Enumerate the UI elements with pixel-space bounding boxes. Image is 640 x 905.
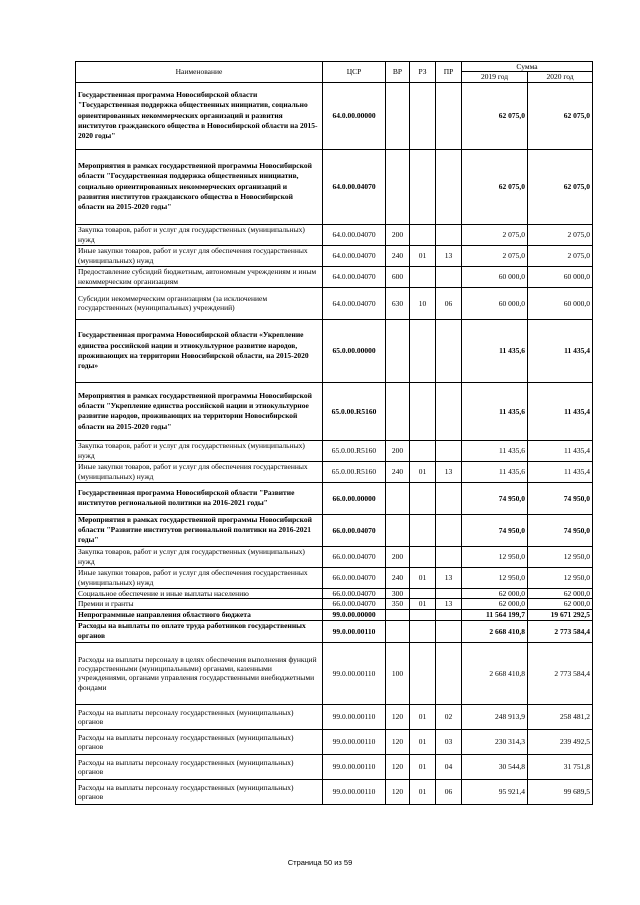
table-row (76, 440, 593, 461)
cell-sum-2020: 62 000,0 (528, 599, 593, 609)
table-row (76, 754, 593, 779)
cell-rz (410, 82, 436, 149)
cell-sum-2019: 12 950,0 (462, 546, 528, 567)
cell-vr: 120 (386, 729, 410, 754)
cell-name: Социальное обеспечение и иные выплаты населению (76, 588, 323, 598)
cell-csr: 99.0.00.00110 (323, 729, 386, 754)
cell-sum-2020: 11 435,4 (528, 440, 593, 461)
cell-name: Субсидии некоммерческим организациям (за исключением государственных (муниципальных) учреждений) (76, 287, 323, 319)
cell-csr: 64.0.00.00000 (323, 82, 386, 149)
cell-vr: 600 (386, 266, 410, 287)
cell-sum-2020: 258 481,2 (528, 704, 593, 729)
table-row (76, 588, 593, 598)
cell-vr (386, 620, 410, 642)
cell-pr (436, 546, 462, 567)
cell-name: Мероприятия в рамках государственной программы Новосибирской области "Развитие институтов региональной политики на 2016-2021 годы" (76, 514, 323, 546)
cell-pr: 13 (436, 567, 462, 588)
cell-vr: 200 (386, 224, 410, 245)
cell-csr: 66.0.00.04070 (323, 588, 386, 598)
budget-table (75, 61, 593, 805)
table-row (76, 779, 593, 804)
cell-name: Мероприятия в рамках государственной программы Новосибирской области "Укрепление единства российской нации и этнокультурное развитие народов, проживающих на территории Новосибирской области на 2015-2020 годы" (76, 382, 323, 440)
cell-sum-2019: 62 075,0 (462, 82, 528, 149)
table-row (76, 224, 593, 245)
cell-csr: 65.0.00.R5160 (323, 461, 386, 482)
table-row (76, 704, 593, 729)
cell-csr: 66.0.00.00000 (323, 482, 386, 514)
cell-sum-2019: 74 950,0 (462, 514, 528, 546)
cell-pr: 13 (436, 599, 462, 609)
cell-csr: 99.0.00.00110 (323, 704, 386, 729)
cell-name: Расходы на выплаты персоналу государственных (муниципальных) органов (76, 704, 323, 729)
cell-csr: 66.0.00.04070 (323, 567, 386, 588)
cell-sum-2019: 74 950,0 (462, 482, 528, 514)
cell-csr: 64.0.00.04070 (323, 224, 386, 245)
cell-rz (410, 319, 436, 382)
cell-csr: 65.0.00.R5160 (323, 382, 386, 440)
cell-rz (410, 609, 436, 620)
cell-sum-2020: 11 435,4 (528, 319, 593, 382)
cell-csr: 64.0.00.04070 (323, 149, 386, 224)
cell-sum-2019: 60 000,0 (462, 266, 528, 287)
table-row (76, 567, 593, 588)
cell-name: Иные закупки товаров, работ и услуг для обеспечения государственных (муниципальных) нужд (76, 461, 323, 482)
cell-sum-2019: 2 668 410,8 (462, 642, 528, 704)
cell-rz: 01 (410, 567, 436, 588)
cell-sum-2020: 2 075,0 (528, 245, 593, 266)
cell-name: Мероприятия в рамках государственной программы Новосибирской области "Государственная поддержка общественных инициатив, социально ориентированных некоммерческих организаций и развития институтов гражданского общества в Новосибирской области на 2015-2020 годы" (76, 149, 323, 224)
cell-sum-2020: 19 671 292,5 (528, 609, 593, 620)
cell-csr: 99.0.00.00110 (323, 754, 386, 779)
cell-vr: 240 (386, 245, 410, 266)
cell-sum-2020: 11 435,4 (528, 382, 593, 440)
cell-rz: 01 (410, 461, 436, 482)
cell-rz: 01 (410, 599, 436, 609)
cell-sum-2020: 239 492,5 (528, 729, 593, 754)
cell-rz (410, 149, 436, 224)
cell-vr: 120 (386, 754, 410, 779)
cell-name: Государственная программа Новосибирской области "Развитие институтов региональной политики на 2016-2021 годы" (76, 482, 323, 514)
cell-rz: 01 (410, 245, 436, 266)
cell-rz: 01 (410, 704, 436, 729)
cell-name: Расходы на выплаты персоналу государственных (муниципальных) органов (76, 729, 323, 754)
table-row (76, 620, 593, 642)
header-name: Наименование (76, 62, 323, 83)
table-row (76, 514, 593, 546)
cell-pr: 06 (436, 287, 462, 319)
cell-sum-2020: 74 950,0 (528, 514, 593, 546)
cell-sum-2019: 2 075,0 (462, 224, 528, 245)
cell-pr: 13 (436, 461, 462, 482)
table-row (76, 287, 593, 319)
cell-pr (436, 609, 462, 620)
cell-vr: 630 (386, 287, 410, 319)
table-row (76, 461, 593, 482)
cell-csr: 99.0.00.00110 (323, 779, 386, 804)
cell-csr: 64.0.00.04070 (323, 266, 386, 287)
cell-pr: 03 (436, 729, 462, 754)
cell-vr: 200 (386, 546, 410, 567)
cell-sum-2020: 12 950,0 (528, 567, 593, 588)
table-row (76, 482, 593, 514)
cell-pr (436, 642, 462, 704)
table-row (76, 245, 593, 266)
cell-sum-2020: 2 075,0 (528, 224, 593, 245)
cell-sum-2019: 11 435,6 (462, 382, 528, 440)
cell-sum-2019: 230 314,3 (462, 729, 528, 754)
cell-pr (436, 514, 462, 546)
cell-sum-2020: 2 773 584,4 (528, 620, 593, 642)
cell-rz (410, 266, 436, 287)
cell-vr: 240 (386, 461, 410, 482)
header-csr: ЦСР (323, 62, 386, 83)
cell-vr (386, 319, 410, 382)
cell-pr (436, 482, 462, 514)
cell-sum-2019: 11 435,6 (462, 319, 528, 382)
cell-pr (436, 224, 462, 245)
cell-sum-2020: 60 000,0 (528, 287, 593, 319)
cell-rz: 01 (410, 754, 436, 779)
cell-rz: 01 (410, 729, 436, 754)
cell-name: Непрограммные направления областного бюджета (76, 609, 323, 620)
cell-sum-2020: 11 435,4 (528, 461, 593, 482)
header-pr: ПР (436, 62, 462, 83)
cell-pr (436, 588, 462, 598)
cell-sum-2019: 2 075,0 (462, 245, 528, 266)
table-row (76, 642, 593, 704)
cell-pr (436, 382, 462, 440)
cell-vr: 100 (386, 642, 410, 704)
cell-rz (410, 546, 436, 567)
cell-sum-2019: 62 000,0 (462, 599, 528, 609)
table-row (76, 382, 593, 440)
cell-sum-2020: 60 000,0 (528, 266, 593, 287)
cell-csr: 99.0.00.00110 (323, 642, 386, 704)
table-row (76, 609, 593, 620)
cell-vr: 350 (386, 599, 410, 609)
cell-pr (436, 266, 462, 287)
cell-pr (436, 149, 462, 224)
cell-vr: 120 (386, 779, 410, 804)
cell-sum-2020: 12 950,0 (528, 546, 593, 567)
cell-rz (410, 642, 436, 704)
table-row (76, 546, 593, 567)
cell-name: Иные закупки товаров, работ и услуг для обеспечения государственных (муниципальных) нужд (76, 245, 323, 266)
cell-name: Расходы на выплаты персоналу государственных (муниципальных) органов (76, 779, 323, 804)
cell-csr: 66.0.00.04070 (323, 514, 386, 546)
cell-csr: 66.0.00.04070 (323, 546, 386, 567)
cell-name: Закупка товаров, работ и услуг для государственных (муниципальных) нужд (76, 224, 323, 245)
cell-pr (436, 82, 462, 149)
cell-sum-2019: 62 000,0 (462, 588, 528, 598)
cell-rz (410, 224, 436, 245)
cell-name: Иные закупки товаров, работ и услуг для обеспечения государственных (муниципальных) нужд (76, 567, 323, 588)
cell-rz: 10 (410, 287, 436, 319)
cell-vr: 120 (386, 704, 410, 729)
cell-name: Государственная программа Новосибирской области "Государственная поддержка общественных инициатив, социально ориентированных некоммерческих организаций и развития институтов гражданского общества в Новосибирской области на 2015-2020 годы" (76, 82, 323, 149)
cell-vr (386, 149, 410, 224)
cell-sum-2019: 30 544,8 (462, 754, 528, 779)
cell-sum-2020: 62 075,0 (528, 82, 593, 149)
table-body (76, 82, 593, 804)
cell-name: Закупка товаров, работ и услуг для государственных (муниципальных) нужд (76, 440, 323, 461)
cell-sum-2019: 11 435,6 (462, 440, 528, 461)
cell-vr: 200 (386, 440, 410, 461)
table-row (76, 266, 593, 287)
cell-vr: 300 (386, 588, 410, 598)
cell-rz (410, 588, 436, 598)
cell-sum-2019: 2 668 410,8 (462, 620, 528, 642)
cell-name: Расходы на выплаты персоналу в целях обеспечения выполнения функций государственными (муниципальными) органами, казенными учреждениями, органами управления государственными внебюджетными фондами (76, 642, 323, 704)
header-vr: ВР (386, 62, 410, 83)
cell-sum-2019: 95 921,4 (462, 779, 528, 804)
cell-sum-2020: 99 689,5 (528, 779, 593, 804)
cell-sum-2020: 62 000,0 (528, 588, 593, 598)
table-row (76, 729, 593, 754)
cell-sum-2019: 11 435,6 (462, 461, 528, 482)
cell-rz: 01 (410, 779, 436, 804)
cell-pr: 02 (436, 704, 462, 729)
cell-vr (386, 482, 410, 514)
cell-sum-2020: 62 075,0 (528, 149, 593, 224)
header-sum: Сумма (462, 62, 593, 72)
cell-sum-2019: 62 075,0 (462, 149, 528, 224)
cell-csr: 99.0.00.00110 (323, 620, 386, 642)
header-year-2019: 2019 год (462, 72, 528, 82)
page-footer: Страница 50 из 59 (287, 858, 353, 867)
cell-rz (410, 620, 436, 642)
cell-name: Государственная программа Новосибирской области «Укрепление единства российской нации и этнокультурное развитие народов, проживающих на территории Новосибирской области, на 2015-2020 годы» (76, 319, 323, 382)
cell-rz (410, 482, 436, 514)
table-row (76, 82, 593, 149)
table-row (76, 149, 593, 224)
cell-csr: 64.0.00.04070 (323, 287, 386, 319)
cell-name: Расходы на выплаты персоналу государственных (муниципальных) органов (76, 754, 323, 779)
cell-vr (386, 82, 410, 149)
cell-csr: 66.0.00.04070 (323, 599, 386, 609)
cell-vr: 240 (386, 567, 410, 588)
cell-rz (410, 382, 436, 440)
cell-rz (410, 514, 436, 546)
table-row (76, 599, 593, 609)
cell-rz (410, 440, 436, 461)
table-row (76, 319, 593, 382)
cell-csr: 65.0.00.R5160 (323, 440, 386, 461)
cell-sum-2019: 248 913,9 (462, 704, 528, 729)
cell-name: Премии и гранты (76, 599, 323, 609)
cell-pr: 13 (436, 245, 462, 266)
cell-name: Закупка товаров, работ и услуг для государственных (муниципальных) нужд (76, 546, 323, 567)
cell-pr: 06 (436, 779, 462, 804)
cell-pr (436, 319, 462, 382)
cell-csr: 64.0.00.04070 (323, 245, 386, 266)
cell-vr (386, 609, 410, 620)
cell-vr (386, 514, 410, 546)
cell-pr: 04 (436, 754, 462, 779)
cell-csr: 99.0.00.00000 (323, 609, 386, 620)
cell-sum-2020: 74 950,0 (528, 482, 593, 514)
cell-sum-2019: 60 000,0 (462, 287, 528, 319)
cell-sum-2020: 31 751,8 (528, 754, 593, 779)
cell-vr (386, 382, 410, 440)
cell-sum-2020: 2 773 584,4 (528, 642, 593, 704)
cell-pr (436, 440, 462, 461)
cell-sum-2019: 11 564 199,7 (462, 609, 528, 620)
header-rz: РЗ (410, 62, 436, 83)
header-year-2020: 2020 год (528, 72, 593, 82)
cell-name: Предоставление субсидий бюджетным, автономным учреждениям и иным некоммерческим организациям (76, 266, 323, 287)
cell-csr: 65.0.00.00000 (323, 319, 386, 382)
cell-pr (436, 620, 462, 642)
cell-name: Расходы на выплаты по оплате труда работников государственных органов (76, 620, 323, 642)
cell-sum-2019: 12 950,0 (462, 567, 528, 588)
